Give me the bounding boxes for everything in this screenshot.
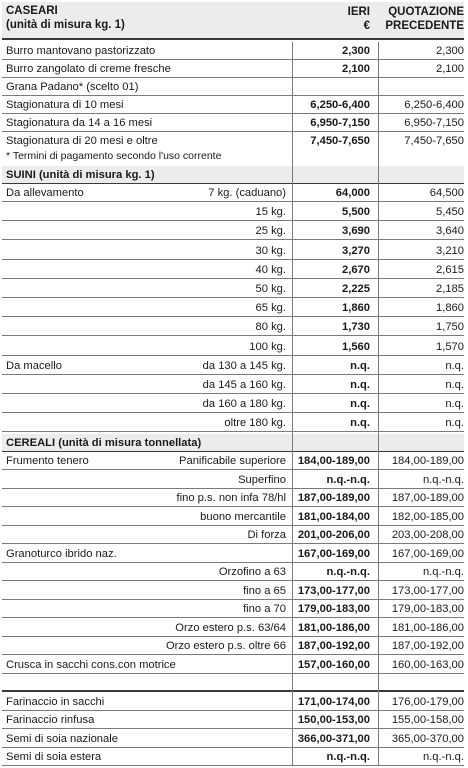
row-sublabel: Orzo estero p.s. oltre 66 xyxy=(165,640,286,652)
row-sublabel: 40 kg. xyxy=(255,263,286,276)
table-row: Grana Padano* (scelto 01) xyxy=(2,78,464,96)
value-ieri: 201,00-206,00 xyxy=(297,529,370,541)
value-precedente: n.q. xyxy=(445,417,464,430)
footnote: * Termini di pagamento secondo l'uso corrente xyxy=(6,150,222,162)
row-label: Farinaccio in sacchi xyxy=(6,695,105,708)
row-sublabel: 65 kg. xyxy=(255,302,286,315)
column-divider xyxy=(378,42,379,766)
row-label: Semi di soia estera xyxy=(6,751,102,763)
table-row xyxy=(2,357,464,375)
row-sublabel: Superfino xyxy=(238,473,286,486)
row-sublabel: 7 kg. (caduano) xyxy=(208,187,286,199)
table-row xyxy=(2,299,464,317)
value-precedente: n.q.-n.q. xyxy=(422,473,464,486)
value-ieri: 171,00-174,00 xyxy=(297,695,370,708)
value-precedente: 182,00-185,00 xyxy=(391,510,464,523)
row-label: Semi di soia nazionale xyxy=(6,732,118,745)
table-row xyxy=(2,395,464,413)
value-precedente: 2,185 xyxy=(436,283,464,295)
table-row xyxy=(2,242,464,260)
table-row: Burro mantovano pastorizzato 2,300 2,300 xyxy=(2,42,464,60)
value-precedente: n.q. xyxy=(445,398,464,411)
value-precedente: 5,450 xyxy=(436,206,464,219)
table-row: Burro zangolato di creme fresche 2,100 2,100 xyxy=(2,60,464,78)
row-sublabel: 50 kg. xyxy=(255,283,286,295)
column-divider xyxy=(292,42,293,766)
row-sublabel: Orzofino a 63 xyxy=(218,566,286,578)
table-row xyxy=(2,674,464,692)
table-row xyxy=(2,656,464,674)
value-precedente: n.q. xyxy=(445,359,464,372)
row-sublabel: Panificabile superiore xyxy=(179,455,286,467)
table-row xyxy=(2,261,464,279)
table-row xyxy=(2,563,464,581)
table-row xyxy=(2,203,464,221)
value-ieri: 157,00-160,00 xyxy=(297,658,370,671)
table-row xyxy=(2,452,464,470)
value-ieri: 64,000 xyxy=(335,187,370,199)
row-sublabel: Di forza xyxy=(247,529,286,541)
row-sublabel: fino a 65 xyxy=(243,584,286,597)
value-precedente: 3,210 xyxy=(436,244,464,257)
row-sublabel: fino p.s. non infa 78/hl xyxy=(176,492,286,504)
table-row xyxy=(2,280,464,298)
table-header xyxy=(2,2,464,40)
value-ieri: 1,860 xyxy=(342,302,370,315)
value-ieri: 187,00-192,00 xyxy=(297,640,370,652)
value-ieri: n.q. xyxy=(350,359,370,372)
unit-caseari: (unità di misura kg. 1) xyxy=(6,19,125,31)
value-precedente: 64,500 xyxy=(429,187,464,199)
row-sublabel: oltre 180 kg. xyxy=(224,417,286,430)
row-sublabel: Orzo estero p.s. 63/64 xyxy=(175,621,286,634)
row-sublabel: da 160 a 180 kg. xyxy=(202,398,286,411)
value-precedente: 173,00-177,00 xyxy=(391,584,464,597)
value-ieri: 2,225 xyxy=(342,283,370,295)
row-label: Crusca in sacchi cons.con motrice xyxy=(6,658,176,671)
column-header-ieri: IERI € xyxy=(347,6,370,32)
value-ieri: 366,00-371,00 xyxy=(297,732,370,745)
table-row xyxy=(2,414,464,432)
row-sublabel: 100 kg. xyxy=(249,340,286,353)
value-ieri: n.q.-n.q. xyxy=(326,566,370,578)
value-precedente: n.q.-n.q. xyxy=(422,566,464,578)
table-row xyxy=(2,637,464,655)
value-precedente: n.q.-n.q. xyxy=(422,751,464,763)
table-row xyxy=(2,508,464,526)
row-sublabel: 80 kg. xyxy=(255,321,286,334)
table-row: Stagionatura di 20 mesi e oltre 7,450-7,650 7,450-7,650 xyxy=(6,135,464,147)
row-sublabel: da 130 a 145 kg. xyxy=(202,359,286,372)
value-precedente: 155,00-158,00 xyxy=(391,714,464,726)
value-precedente: 1,750 xyxy=(436,321,464,334)
section-header-cereali: CEREALI (unità di misura tonnellata) xyxy=(2,434,464,452)
table-row xyxy=(2,545,464,563)
value-ieri: n.q.-n.q. xyxy=(326,751,370,763)
value-precedente: 187,00-192,00 xyxy=(391,640,464,652)
table-row xyxy=(2,222,464,240)
value-precedente: 184,00-189,00 xyxy=(391,455,464,467)
value-ieri: 181,00-186,00 xyxy=(297,621,370,634)
table-row xyxy=(2,471,464,489)
row-sublabel: buono mercantile xyxy=(200,510,286,523)
value-ieri: 3,690 xyxy=(342,225,370,238)
value-precedente: 1,860 xyxy=(436,302,464,315)
value-ieri: 1,730 xyxy=(342,321,370,334)
value-precedente: 160,00-163,00 xyxy=(391,658,464,671)
table-row xyxy=(2,318,464,336)
row-sublabel: 30 kg. xyxy=(255,244,286,257)
value-ieri: 173,00-177,00 xyxy=(297,584,370,597)
row-label: Granoturco ibrido naz. xyxy=(6,547,117,560)
value-ieri: 5,500 xyxy=(342,206,370,219)
row-label: Farinaccio rinfusa xyxy=(6,714,95,726)
table-row xyxy=(2,619,464,637)
value-ieri: n.q. xyxy=(350,379,370,391)
table-row xyxy=(2,489,464,507)
table-row xyxy=(2,184,464,202)
table-row xyxy=(2,748,464,766)
table-row xyxy=(2,526,464,544)
row-label: Da allevamento xyxy=(6,187,84,199)
column-header-precedente: QUOTAZIONE PRECEDENTE xyxy=(385,6,464,32)
table-row xyxy=(2,693,464,711)
value-ieri: 184,00-189,00 xyxy=(297,455,370,467)
row-sublabel: 15 kg. xyxy=(255,206,286,219)
value-ieri: 2,670 xyxy=(342,263,370,276)
value-ieri: 3,270 xyxy=(342,244,370,257)
value-ieri: 1,560 xyxy=(342,340,370,353)
row-sublabel: fino a 70 xyxy=(243,603,286,615)
table-row: Stagionatura da 14 a 16 mesi 6,950-7,150 6,950-7,150 xyxy=(2,114,464,132)
table-row: Stagionatura di 10 mesi 6,250-6,400 6,250-6,400 xyxy=(2,96,464,114)
value-precedente: 1,570 xyxy=(436,340,464,353)
table-row xyxy=(2,711,464,729)
value-precedente: 187,00-189,00 xyxy=(391,492,464,504)
section-header-suini: SUINI (unità di misura kg. 1) xyxy=(2,166,464,184)
value-precedente: 365,00-370,00 xyxy=(391,732,464,745)
value-precedente: 3,640 xyxy=(436,225,464,238)
row-label: Da macello xyxy=(6,359,62,372)
table-row xyxy=(2,338,464,356)
value-ieri: n.q.-n.q. xyxy=(326,473,370,486)
row-sublabel: da 145 a 160 kg. xyxy=(202,379,286,391)
value-ieri: n.q. xyxy=(350,398,370,411)
value-precedente: 179,00-183,00 xyxy=(391,603,464,615)
row-label: Frumento tenero xyxy=(6,455,89,467)
value-precedente: 181,00-186,00 xyxy=(391,621,464,634)
value-precedente: 203,00-208,00 xyxy=(391,529,464,541)
value-ieri: 167,00-169,00 xyxy=(297,547,370,560)
value-ieri: n.q. xyxy=(350,417,370,430)
row-sublabel: 25 kg. xyxy=(255,225,286,238)
value-precedente: 2,615 xyxy=(436,263,464,276)
table-row xyxy=(2,582,464,600)
value-ieri: 150,00-153,00 xyxy=(297,714,370,726)
section-title-caseari: CASEARI xyxy=(6,5,58,17)
value-precedente: 176,00-179,00 xyxy=(391,695,464,708)
table-row xyxy=(2,730,464,748)
value-ieri: 181,00-184,00 xyxy=(297,510,370,523)
table-row xyxy=(2,600,464,618)
value-ieri: 179,00-183,00 xyxy=(297,603,370,615)
value-ieri: 187,00-189,00 xyxy=(297,492,370,504)
table-row xyxy=(2,376,464,394)
value-precedente: 167,00-169,00 xyxy=(391,547,464,560)
value-precedente: n.q. xyxy=(445,379,464,391)
